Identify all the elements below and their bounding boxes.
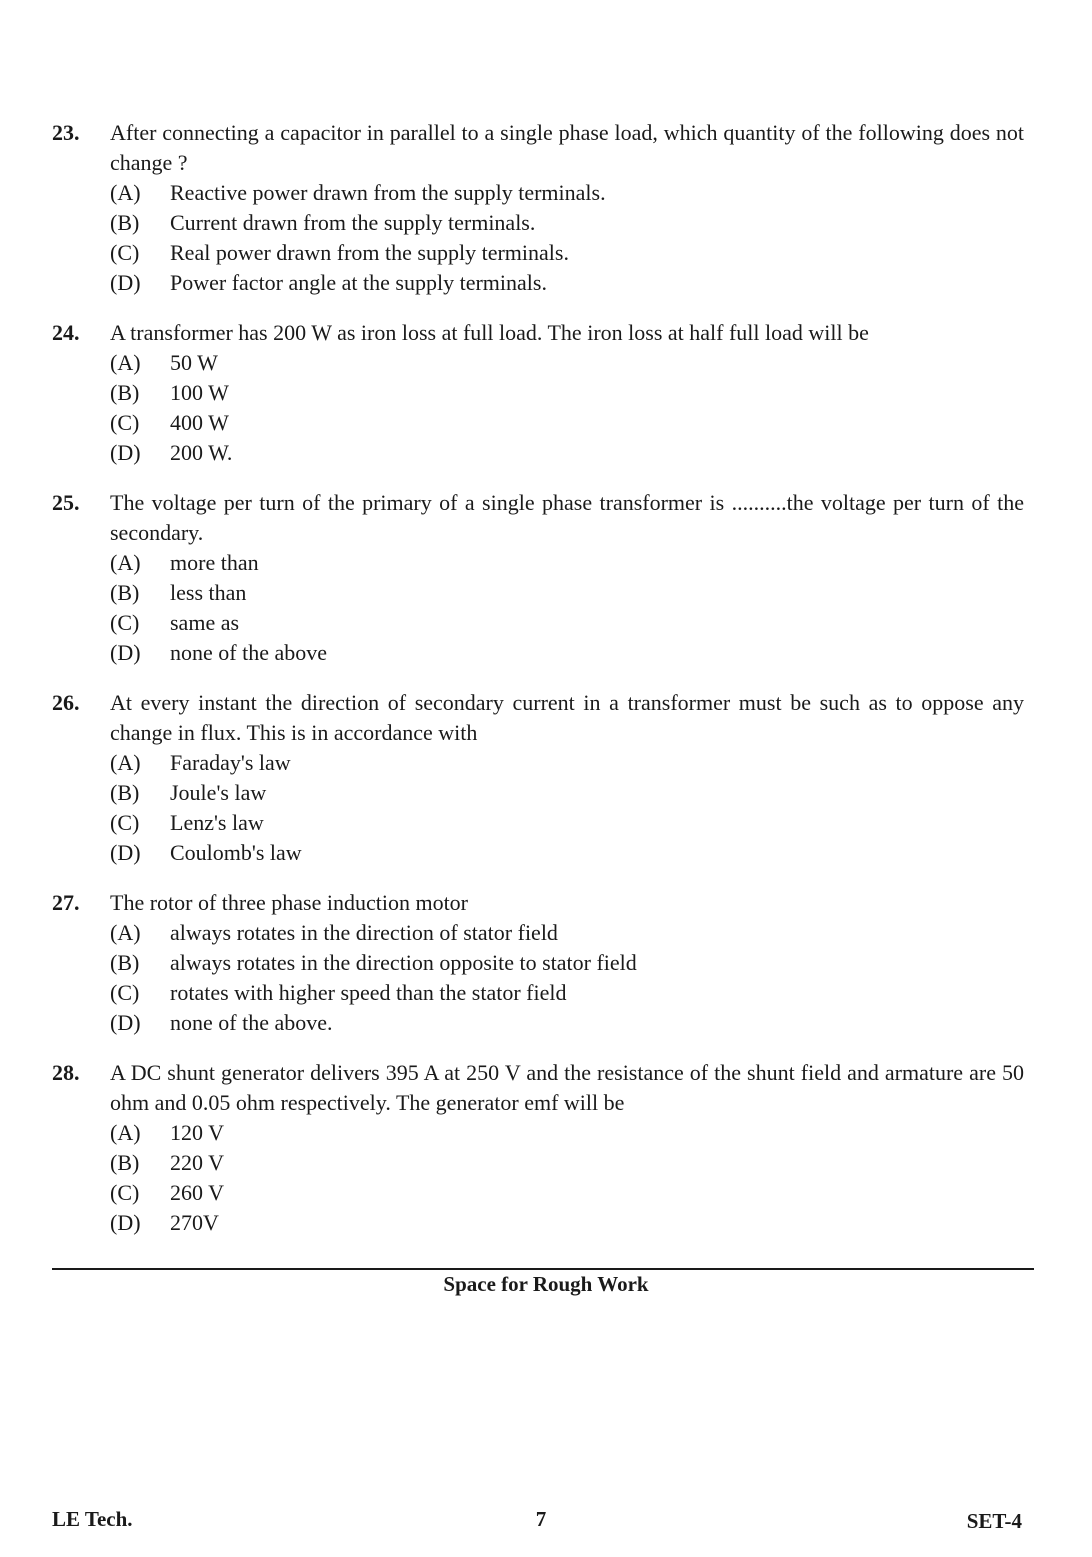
option-c xyxy=(110,808,1024,838)
option-label: (B) xyxy=(110,210,140,235)
option-text: 120 V xyxy=(170,1120,224,1145)
option-d xyxy=(110,838,1024,868)
question-number: 28. xyxy=(52,1060,80,1085)
question-number: 24. xyxy=(52,320,80,345)
option-label: (A) xyxy=(110,1120,141,1145)
option-list xyxy=(110,178,1024,298)
option-label: (D) xyxy=(110,440,141,465)
question-27 xyxy=(52,888,1024,1038)
question-text: After connecting a capacitor in parallel to a single phase load, which quantity of the following does not change ? xyxy=(110,120,1024,175)
question-28 xyxy=(52,1058,1024,1238)
option-b xyxy=(110,948,1024,978)
divider-line xyxy=(52,1268,1034,1270)
option-b xyxy=(110,778,1024,808)
question-number: 23. xyxy=(52,120,80,145)
option-a xyxy=(110,178,1024,208)
option-a xyxy=(110,918,1024,948)
option-d xyxy=(110,1008,1024,1038)
option-d xyxy=(110,1208,1024,1238)
option-text: rotates with higher speed than the stator field xyxy=(170,980,567,1005)
option-text: Faraday's law xyxy=(170,750,291,775)
option-b xyxy=(110,378,1024,408)
option-label: (D) xyxy=(110,1010,141,1035)
option-text: less than xyxy=(170,580,247,605)
option-text: Lenz's law xyxy=(170,810,264,835)
option-list xyxy=(110,1118,1024,1238)
option-text: Joule's law xyxy=(170,780,267,805)
option-label: (B) xyxy=(110,780,140,805)
option-text: none of the above. xyxy=(170,1010,333,1035)
option-label: (C) xyxy=(110,980,140,1005)
question-24 xyxy=(52,318,1024,468)
option-b xyxy=(110,1148,1024,1178)
option-a xyxy=(110,1118,1024,1148)
option-text: always rotates in the direction opposite to stator field xyxy=(170,950,637,975)
question-text: The rotor of three phase induction motor xyxy=(110,890,469,915)
option-text: 400 W xyxy=(170,410,229,435)
question-23 xyxy=(52,118,1024,298)
option-label: (D) xyxy=(110,270,141,295)
option-c xyxy=(110,408,1024,438)
option-text: 260 V xyxy=(170,1180,224,1205)
option-text: Reactive power drawn from the supply terminals. xyxy=(170,180,606,205)
option-c xyxy=(110,1178,1024,1208)
option-list xyxy=(110,548,1024,668)
footer-set: SET-4 xyxy=(966,1509,1022,1533)
option-a xyxy=(110,348,1024,378)
option-a xyxy=(110,748,1024,778)
rough-work-heading: Space for Rough Work xyxy=(443,1272,649,1296)
option-label: (A) xyxy=(110,350,141,375)
option-list xyxy=(110,748,1024,868)
option-text: 200 W. xyxy=(170,440,233,465)
option-label: (A) xyxy=(110,550,141,575)
option-text: same as xyxy=(170,610,240,635)
option-label: (D) xyxy=(110,1210,141,1235)
option-text: 100 W xyxy=(170,380,229,405)
question-25 xyxy=(52,488,1024,668)
option-label: (C) xyxy=(110,610,140,635)
option-label: (B) xyxy=(110,580,140,605)
option-text: Coulomb's law xyxy=(170,840,302,865)
question-list xyxy=(52,118,1024,1258)
question-text: A transformer has 200 W as iron loss at full load. The iron loss at half full load will be xyxy=(110,320,869,345)
option-label: (C) xyxy=(110,410,140,435)
option-text: always rotates in the direction of stator field xyxy=(170,920,558,945)
question-number: 25. xyxy=(52,490,80,515)
option-c xyxy=(110,238,1024,268)
option-text: more than xyxy=(170,550,259,575)
option-text: 50 W xyxy=(170,350,218,375)
question-text: The voltage per turn of the primary of a single phase transformer is ..........the voltage per turn of the secondary. xyxy=(110,490,1024,545)
option-a xyxy=(110,548,1024,578)
question-text: At every instant the direction of secondary current in a transformer must be such as to oppose any change in flux. This is in accordance with xyxy=(110,690,1024,745)
option-label: (A) xyxy=(110,750,141,775)
option-text: Current drawn from the supply terminals. xyxy=(170,210,536,235)
question-26 xyxy=(52,688,1024,868)
option-b xyxy=(110,208,1024,238)
option-label: (C) xyxy=(110,240,140,265)
option-label: (A) xyxy=(110,180,141,205)
option-list xyxy=(110,918,1024,1038)
option-text: 220 V xyxy=(170,1150,224,1175)
option-label: (A) xyxy=(110,920,141,945)
option-text: none of the above xyxy=(170,640,327,665)
question-text: A DC shunt generator delivers 395 A at 250 V and the resistance of the shunt field and armature are 50 ohm and 0.05 ohm respectively. The generator emf will be xyxy=(110,1060,1024,1115)
option-list xyxy=(110,348,1024,468)
option-label: (B) xyxy=(110,1150,140,1175)
option-d xyxy=(110,268,1024,298)
option-label: (D) xyxy=(110,640,141,665)
option-c xyxy=(110,978,1024,1008)
footer-page-number: 7 xyxy=(535,1507,547,1531)
option-b xyxy=(110,578,1024,608)
footer-course: LE Tech. xyxy=(52,1507,133,1531)
option-text: 270V xyxy=(170,1210,219,1235)
option-d xyxy=(110,638,1024,668)
option-label: (D) xyxy=(110,840,141,865)
option-d xyxy=(110,438,1024,468)
option-label: (C) xyxy=(110,1180,140,1205)
option-c xyxy=(110,608,1024,638)
option-label: (B) xyxy=(110,950,140,975)
option-text: Power factor angle at the supply terminals. xyxy=(170,270,547,295)
option-text: Real power drawn from the supply terminals. xyxy=(170,240,569,265)
question-number: 26. xyxy=(52,690,80,715)
option-label: (B) xyxy=(110,380,140,405)
option-label: (C) xyxy=(110,810,140,835)
question-number: 27. xyxy=(52,890,80,915)
